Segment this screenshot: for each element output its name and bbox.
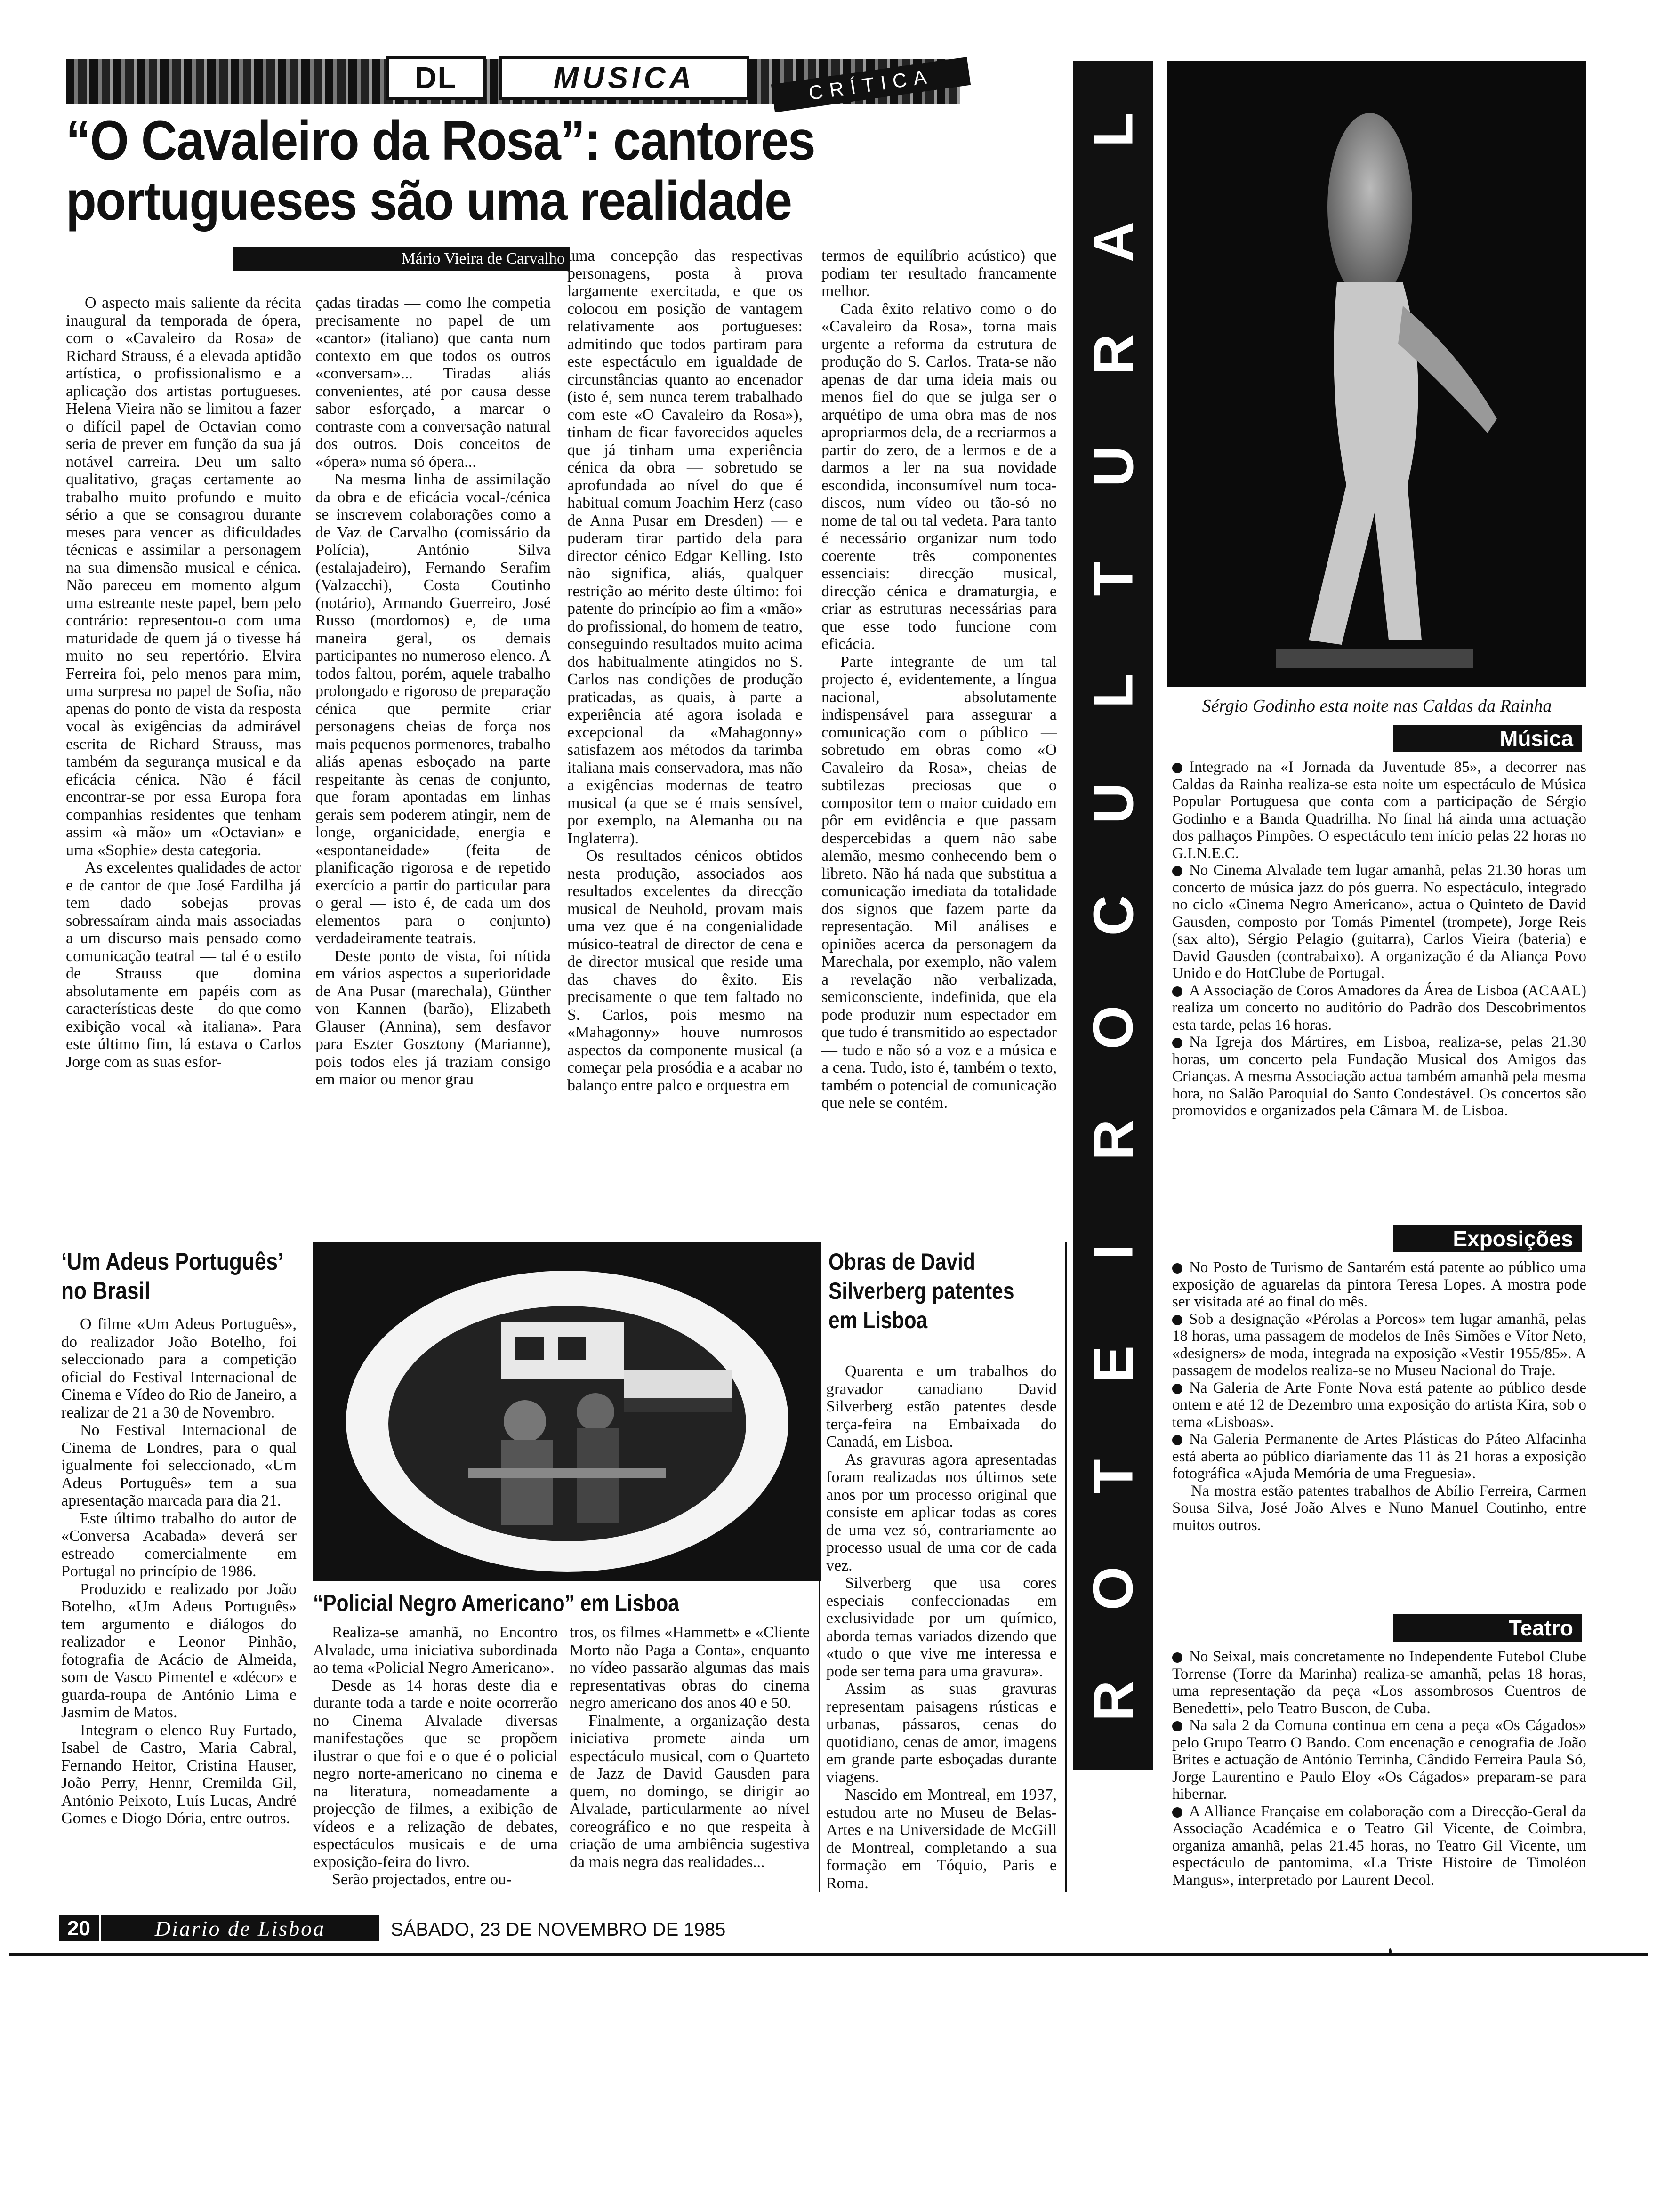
list-item <box>1172 862 1586 982</box>
paragraph: uma concepção das respectivas personagens, posta à prova largamente exercitada, e que os colocou em posição de vantagem relativamente aos portugueses: admitindo que todos partiram para este espectáculo em igualdade de circunstâncias quanto ao encenador (isto é, sem nunca terem trabalhado com este «O Cavaleiro da Rosa»), tinham de ficar favorecidos aqueles que já tinham uma experiência cénica da obra — sobretudo se aprofundada ao nível do que é habitual comum Joachim Herz (caso de Anna Pusar em Dresden) — e puderam tirar partido dela para director cénico Edgar Kelling. Isto não significa, aliás, qualquer restrição ao mérito deste último: foi patente do princípio ao fim a «mão» do profissional, do homem de teatro, conseguindo resultados muito acima dos habitualmente atingidos no S. Carlos nas condições de produção praticadas, as quais, à parte a experiência até agora isolada e excepcional da «Mahagonny» satisfazem aos métodos da tarimba italiana mais conservadora, mas não a exigências modernas de teatro musical (a que se é mais sensível, por exemplo, na Alemanha ou na Inglaterra). <box>567 247 803 847</box>
article-column-4 <box>821 247 1057 1112</box>
paragraph: Na mesma linha de assimilação da obra e de eficácia vocal-/cénica se inscrevem colaborações como a de Vaz de Carvalho (comissário da Polícia), António Silva (estalajadeiro), Fernando Serafim (Valzacchi), Costa Coutinho (notário), Armando Guerreiro, José Russo (mordomos) e, de uma maneira geral, os demais participantes no numeroso elenco. A todos faltou, porém, aquele trabalho prolongado e rigoroso de preparação cénica que permite criar personagens cheias de força nos mais pequenos pormenores, trabalho aliás apenas esboçado na parte respeitante às cenas de conjunto, que foram apontadas em linhas gerais sem poderem atingir, nem de longe, organicidade, energia e «espontaneidade» (feita de planificação rigorosa e de repetido exercício a partir do particular para o geral — isto é, de cada um dos elementos para o conjunto) verdadeiramente teatrais. <box>315 471 551 947</box>
roteiro-letter: I <box>1082 1244 1145 1260</box>
adeus-title-line-2: no Brasil <box>61 1277 151 1305</box>
performer-silhouette <box>1167 61 1586 687</box>
adeus-body <box>61 1315 297 1827</box>
paragraph: Integram o elenco Ruy Furtado, Isabel de Castro, Maria Cabral, Fernando Heitor, Cristina Hauser, João Perry, Hennr, Cremilda Gil, António Peixoto, Luís Lucas, André Gomes e Diogo Dória, entre outros. <box>61 1721 297 1827</box>
paragraph: Parte integrante de um tal projecto é, evidentemente, a língua nacional, absolutamente indispensável para assegurar a comunicação com o público — sobretudo em obras como «O Cavaleiro da Rosa», cheias de subtilezas preciosas que o compositor tem o maior cuidado em pôr em evidência e que passam despercebidas a quem não sabe alemão, mesmo conhecendo bem o libreto. Não há nada que substitua a comunicação imediata da totalidade dos signos que fazem parte da representação. Mil análises e opiniões acerca da personagem da Marechala, por exemplo, não valem a revelação não verbalizada, semiconsciente, indefinida, que ela pode produzir num espectador em que tudo é transmitido ao espectador — tudo e não só a voz e a música e a cena. Tudo, isto é, também o texto, também o potencial de comunicação que nele se contém. <box>821 653 1057 1112</box>
article-column-2 <box>315 294 551 1089</box>
list-item <box>1172 1259 1586 1311</box>
musica-item-text: Integrado na «I Jornada da Juventude 85», a decorrer nas Caldas da Rainha realiza-se esta noite um espectáculo de Música Popular Portuguesa que conta com a participação de Sérgio Godinho e a Banda Quadrilha. No final há ainda uma actuação dos palhaços Pimpões. O espectáculo tem início pelas 22 horas no G.I.N.E.C. <box>1172 759 1586 862</box>
paragraph: Este último trabalho do autor de «Conversa Acabada» deverá ser estreado comercialmente em Portugal no princípio de 1986. <box>61 1509 297 1580</box>
photo-caption: Sérgio Godinho esta noite nas Caldas da Rainha <box>1202 696 1552 716</box>
issue-date: SÁBADO, 23 DE NOVEMBRO DE 1985 <box>391 1919 726 1940</box>
teatro-item-text: No Seixal, mais concretamente no Independente Futebol Clube Torrense (Torre da Marinha) realiza-se amanhã, pelas 18 horas, uma representação da peça «Los assombrosos Cuentros de Benedetti», pelo Teatro Buscon, de Cuba. <box>1172 1648 1586 1717</box>
bullet-icon <box>1172 866 1182 876</box>
paragraph: Realiza-se amanhã, no Encontro Alvalade, uma iniciativa subordinada ao tema «Policial Negro Americano». <box>313 1624 558 1676</box>
footer-rule <box>9 1953 1648 1956</box>
bullet-icon <box>1172 1435 1182 1445</box>
film-still-graphic <box>313 1242 821 1581</box>
bullet-icon <box>1172 1807 1182 1818</box>
teatro-list <box>1172 1648 1586 1889</box>
teatro-item-text: A Alliance Française em colaboração com a Direcção-Geral da Associação Académica e o Teatro Gil Vicente, de Coimbra, organiza amanhã, pelas 21.45 horas, no Teatro Gil Vicente, um espectáculo de pantomima, «La Triste Histoire de Timoléon Mangus», interpretado por Laurent Decol. <box>1172 1803 1586 1889</box>
silverberg-title <box>828 1247 1029 1335</box>
exposicoes-heading: Exposições <box>1393 1225 1582 1252</box>
bullet-icon <box>1172 1652 1182 1663</box>
list-item <box>1172 1311 1586 1379</box>
column-rule <box>1065 1242 1067 1892</box>
policial-column-1 <box>313 1624 558 1889</box>
article-column-1 <box>66 294 301 1071</box>
paragraph: Serão projectados, entre ou- <box>332 1871 512 1888</box>
roteiro-letter: L <box>1082 673 1145 708</box>
list-item <box>1172 982 1586 1034</box>
paragraph: Finalmente, a organização desta iniciativa promete ainda um espectáculo musical, com o Quarteto de Jazz de David Gausden para quem, no domingo, se dirigir ao Alvalade, particularmente ao nível coreográfico e no que respeita à criação de uma ambiência sugestiva da mais negra das realidades... <box>570 1712 810 1871</box>
title-line-1: “O Cavaleiro da Rosa”: cantores <box>66 110 815 172</box>
teatro-heading: Teatro <box>1393 1614 1582 1642</box>
roteiro-letter: O <box>1082 1566 1145 1611</box>
film-still-image <box>313 1242 821 1581</box>
ink-dot <box>1389 1948 1392 1955</box>
bullet-icon <box>1172 763 1182 773</box>
list-item <box>1172 1803 1586 1889</box>
column-rule <box>819 1242 820 1892</box>
page-number: 20 <box>59 1915 99 1941</box>
logo-text: DL <box>415 61 457 95</box>
roteiro-letter: E <box>1081 1345 1145 1383</box>
section-label <box>499 56 749 100</box>
paragraph: Assim as suas gravuras representam paisagens rústicas e urbanas, pássaros, cenas do quotidiano, cenas de amor, imagens em grande parte esboçadas durante viagens. <box>826 1680 1057 1786</box>
musica-item-text: A Associação de Coros Amadores da Área de Lisboa (ACAAL) realiza um concerto no auditório do Padrão dos Descobrimentos esta tarde, pelas 16 horas. <box>1172 982 1586 1034</box>
exposicoes-item-text: Sob a designação «Pérolas a Porcos» tem lugar amanhã, pelas 18 horas, uma passagem de modelos de Inês Simões e Vítor Neto, «designers» de moda, integrada na exposição «Vestir 1955/85». A passagem de modelos realiza-se no Museu Nacional do Traje. <box>1172 1310 1586 1379</box>
exposicoes-tail: Na mostra estão patentes trabalhos de Abílio Ferreira, Carmen Sousa Silva, José João Alves e Nuno Manuel Coutinho, entre muitos outros. <box>1172 1482 1586 1534</box>
silverberg-body <box>826 1362 1057 1892</box>
paragraph: As gravuras agora apresentadas foram realizadas nos últimos sete anos por um processo original que consiste em aplicar todas as cores de uma vez só, contrariamente ao processo usual de uma cor de cada vez. <box>826 1451 1057 1574</box>
paragraph: Desde as 14 horas deste dia e durante toda a tarde e noite ocorrerão no Cinema Alvalade diversas manifestações que se propõem ilustrar o que foi e o que é o policial negro norte-americano no cinema e na literatura, nomeadamente a projecção de filmes, a exibição de vídeos e a relização de debates, espectáculos musicais e de uma exposição-feira do livro. <box>313 1676 558 1871</box>
roteiro-letter: O <box>1082 1005 1145 1050</box>
silverberg-title-line-2: Silverberg patentes <box>828 1278 1014 1304</box>
roteiro-cultural-band <box>1073 61 1153 1770</box>
bullet-icon <box>1172 1384 1182 1394</box>
article-title <box>66 111 828 231</box>
roteiro-letter: U <box>1081 446 1145 487</box>
paragraph: As excelentes qualidades de actor e de cantor de que José Fardilha já tem dado sobejas provas sobressaíram ainda mais associadas a um discurso mais pensado como comunicação teatral — tal é o estilo de Strauss que domina absolutamente em papéis com as características deste — do que como exibição vocal «à italiana». Para este último fim, lá estava o Carlos Jorge com as suas esfor- <box>66 859 301 1071</box>
sergio-godinho-photo <box>1167 61 1586 687</box>
adeus-title <box>61 1247 301 1306</box>
paragraph: Deste ponto de vista, foi nítida em vários aspectos a superioridade de Ana Pusar (marechala), Günther von Kannen (barão), Elizabeth Glauser (Annina), sem desfavor para Eszter Gosztony (Marianne), pois todos eles já traziam consigo em maior ou menor grau <box>315 947 551 1088</box>
musica-list <box>1172 759 1586 1120</box>
list-item <box>1172 1379 1586 1431</box>
list-item <box>1172 1648 1586 1717</box>
paragraph: Os resultados cénicos obtidos nesta produção, associados aos resultados excelentes da direcção musical de Neuhold, provam mais uma vez que é na congenialidade músico-teatral de director de cena e de director musical que reside uma das chaves do êxito. Eis precisamente o que tem faltado no S. Carlos, pois mesmo na «Mahagonny» houve numrosos aspectos da componente musical (a começar pela prosódia e a acabar no balanço entre palco e orquestra em <box>567 847 803 1094</box>
paragraph: O aspecto mais saliente da récita inaugural da temporada de ópera, com o «Cavaleiro da Rosa» de Richard Strauss, é a elevada aptidão artística, o profissionalismo e a aplicação dos artistas portugueses. Helena Vieira não se limitou a fazer o difícil papel de Octavian como seria de prever em função da sua já notável carreira. Deu um salto qualitativo, graças certamente ao trabalho muito profundo e muito sério a que se consagrou durante meses para vencer as dificuldades técnicas e assimilar a personagem na sua dimensão musical e cénica. Não pareceu em momento algum uma estreante neste papel, bem pelo contrário: representou-o com uma maturidade de quem já o tivesse há muito no seu repertório. Elvira Ferreira foi, pelo menos para mim, uma surpresa no papel de Sofia, não apenas do ponto de vista da resposta vocal às exigências da admirável escrita de Richard Strauss, mas também da segurança musical e da eficácia cénica. Não é fácil encontrar-se por essa Europa fora companhias residentes que tenham assim «à mão» um «Octavian» e uma «Sophie» desta categoria. <box>66 294 301 859</box>
roteiro-letter: U <box>1081 783 1145 824</box>
bullet-icon <box>1172 1038 1182 1048</box>
musica-item-text: Na Igreja dos Mártires, em Lisboa, realiza-se, pelas 21.30 horas, um concerto pela Fundação Musical dos Amigos das Crianças. A mesma Associação actua também amanhã pela mesma hora, no Salão Paroquial do Santo Condestável. Os concertos são promovidos e organizados pela Câmara M. de Lisboa. <box>1172 1034 1586 1119</box>
bullet-icon <box>1172 1263 1182 1274</box>
list-item <box>1172 759 1586 862</box>
exposicoes-list <box>1172 1259 1586 1534</box>
list-item <box>1172 1431 1586 1483</box>
section-label-text: MUSICA <box>553 61 695 95</box>
title-line-2: portugueses são uma realidade <box>66 170 792 232</box>
article-column-3 <box>567 247 803 1094</box>
paragraph: Cada êxito relativo como o do «Cavaleiro da Rosa», torna mais urgente a reforma da estrutura de produção do S. Carlos. Trata-se não apenas de dar uma ideia mais ou menos fiel do que se julga ser o arquétipo de uma obra mas de nos apropriarmos dela, de a recriarmos a partir do zero, de a lermos e de a darmos a ler na sua novidade escondida, inconsumível num toca-discos, num vídeo ou tão-só no nome de tal ou tal vedeta. Para tanto é necessário organizar num todo coerente três componentes essenciais: direcção musical, direcção cénica e dramaturgia, e criar as estruturas necessárias para que esse todo funcione com eficácia. <box>821 300 1057 653</box>
roteiro-letter: T <box>1082 561 1145 596</box>
silverberg-title-line-1: Obras de David <box>828 1249 975 1275</box>
paragraph: Produzido e realizado por João Botelho, «Um Adeus Português» tem argumento e diálogos do realizador e Leonor Pinhão, fotografia de Acácio de Almeida, som de Vasco Pimentel e «décor» e guarda-roupa de António Lima e Jasmim de Matos. <box>61 1580 297 1721</box>
paper-name: Diario de Lisboa <box>101 1915 379 1941</box>
critica-label: CRÍTICA <box>771 57 971 112</box>
dl-logo <box>386 56 486 100</box>
silverberg-title-line-3: em Lisboa <box>828 1307 928 1333</box>
exposicoes-item-text: Na Galeria Permanente de Artes Plásticas do Páteo Alfacinha está aberta ao público diariamente das 11 às 21 horas a exposição fotográfica «Ajuda Memória de uma Freguesia». <box>1172 1431 1586 1482</box>
bullet-icon <box>1172 986 1182 997</box>
roteiro-letter: A <box>1081 222 1145 263</box>
musica-item-text: No Cinema Alvalade tem lugar amanhã, pelas 21.30 horas um concerto de música jazz do pós guerra. No espectáculo, integrado no ciclo «Cinema Negro Americano», actua o Quinteto de David Gausden, composto por Tomás Pimentel (trompete), Jorge Reis (sax alto), Sérgio Pelagio (guitarra), Carlos Vieira (bateria) e David Gausden (contrabaixo). A organização é da Aliança Povo Unido e do HotClube de Portugal. <box>1172 862 1586 982</box>
paragraph: O filme «Um Adeus Português», do realizador João Botelho, foi seleccionado para a competição oficial do Festival Internacional de Cinema e Vídeo do Rio de Janeiro, a realizar de 21 a 30 de Novembro. <box>61 1315 297 1421</box>
roteiro-letter: C <box>1081 895 1145 936</box>
policial-title: “Policial Negro Americano” em Lisboa <box>313 1590 679 1616</box>
list-item <box>1172 1034 1586 1120</box>
paragraph: çadas tiradas — como lhe competia precisamente no papel de um «cantor» (italiano) que canta num contexto em que todos os outros «conversam»... Tiradas aliás convenientes, até por causa desse sabor esforçado, a marcar o contraste com a conversação natural dos outros. Dois conceitos de «ópera» numa só ópera... <box>315 294 551 471</box>
list-item <box>1172 1717 1586 1803</box>
bullet-icon <box>1172 1721 1182 1731</box>
roteiro-letter: L <box>1082 112 1145 147</box>
roteiro-letter: R <box>1081 334 1145 375</box>
paragraph: No Festival Internacional de Cinema de Londres, para o qual igualmente foi seleccionado, «Um Adeus Português» tem a sua apresentação marcada para dia 21. <box>61 1421 297 1509</box>
teatro-item-text: Na sala 2 da Comuna continua em cena a peça «Os Cágados» pelo Grupo Teatro O Bando. Com encenação e cenografia de João Brites e actuação de António Terrinha, Cândido Ferreira Paula Só, Jorge Laurentino e Paulo Eloy «Os Cágados» preparam-se para hibernar. <box>1172 1717 1586 1803</box>
exposicoes-item-text: No Posto de Turismo de Santarém está patente ao público uma exposição de aguarelas da pintora Teresa Lopes. A mostra pode ser visitada até ao final do mês. <box>1172 1259 1586 1310</box>
paragraph: Nascido em Montreal, em 1937, estudou arte no Museu de Belas-Artes e na Universidade de McGill de Montreal, completando a sua formação em Tóquio, Paris e Roma. <box>826 1786 1057 1892</box>
policial-column-2 <box>570 1624 810 1871</box>
bullet-icon <box>1172 1315 1182 1325</box>
roteiro-letter: R <box>1081 1119 1145 1161</box>
musica-heading: Música <box>1393 725 1582 752</box>
byline: Mário Vieira de Carvalho <box>233 247 570 271</box>
roteiro-letter: T <box>1082 1459 1145 1494</box>
roteiro-letter: R <box>1081 1680 1145 1722</box>
paragraph: tros, os filmes «Hammett» e «Cliente Morto não Paga a Conta», enquanto no vídeo passarão algumas das mais representativas obras do cinema negro americano dos anos 40 e 50. <box>570 1624 810 1712</box>
paragraph: Silverberg que usa cores especiais confeccionadas em exclusividade por um químico, aborda temas variados dizendo que «tudo o que vive me interessa e pode ser tema para uma gravura». <box>826 1574 1057 1680</box>
adeus-title-line-1: ‘Um Adeus Português’ <box>61 1248 284 1275</box>
paragraph: Quarenta e um trabalhos do gravador canadiano David Silverberg estão patentes desde terça-feira na Embaixada do Canadá, em Lisboa. <box>826 1362 1057 1451</box>
paragraph: termos de equilíbrio acústico) que podiam ter resultado francamente melhor. <box>821 247 1057 300</box>
exposicoes-item-text: Na Galeria de Arte Fonte Nova está patente ao público desde ontem e até 12 de Dezembro uma exposição do artista Kira, sob o tema «Lisboas». <box>1172 1379 1586 1431</box>
